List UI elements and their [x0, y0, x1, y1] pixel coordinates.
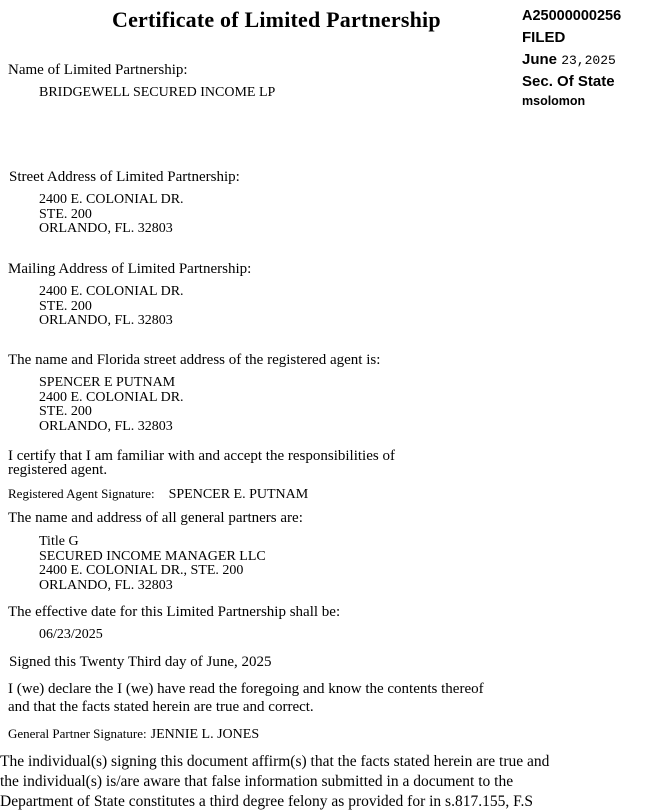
registered-agent-line: SPENCER E PUTNAM	[39, 375, 176, 390]
filing-date-month: June	[522, 51, 558, 68]
document-title: Certificate of Limited Partnership	[112, 7, 441, 32]
legal-affirmation-line: The individual(s) signing this document affirm(s) that the facts stated herein are true and	[0, 753, 550, 770]
registered-agent-signature	[8, 485, 308, 503]
general-partner-line: SECURED INCOME MANAGER LLC	[39, 548, 266, 564]
signed-line: Signed this Twenty Third day of June, 2025	[9, 654, 272, 670]
effective-date-label: The effective date for this Limited Partnership shall be:	[8, 604, 341, 620]
agent-certification	[8, 449, 395, 477]
mailing-address-line: 2400 E. COLONIAL DR.	[39, 284, 184, 299]
registered-agent-block	[39, 376, 184, 434]
street-address-line: 2400 E. COLONIAL DR.	[39, 192, 184, 207]
agent-certification-line: registered agent.	[8, 462, 108, 478]
registered-agent-line: 2400 E. COLONIAL DR.	[39, 389, 184, 405]
general-partner-signature	[8, 725, 259, 743]
filing-date-day-year: 23,2025	[561, 53, 616, 68]
registered-agent-signature-value: SPENCER E. PUTNAM	[168, 487, 309, 502]
mailing-address-label: Mailing Address of Limited Partnership:	[8, 261, 252, 277]
registered-agent-line: ORLANDO, FL. 32803	[39, 418, 173, 434]
declaration-line: and that the facts stated herein are true and correct.	[8, 699, 314, 715]
effective-date-value: 06/23/2025	[39, 627, 103, 642]
street-address-line: ORLANDO, FL. 32803	[39, 221, 173, 236]
filing-status: FILED	[522, 29, 566, 46]
general-partner-line: 2400 E. COLONIAL DR., STE. 200	[39, 563, 244, 578]
filing-date	[522, 51, 616, 68]
registered-agent-label: The name and Florida street address of the registered agent is:	[8, 352, 381, 368]
filing-document-number: A25000000256	[522, 8, 622, 24]
general-partners-label: The name and address of all general partners are:	[8, 510, 303, 526]
general-partner-line: Title G	[39, 534, 79, 549]
filing-office: Sec. Of State	[522, 73, 615, 90]
partnership-name-value: BRIDGEWELL SECURED INCOME LP	[39, 85, 276, 100]
declaration-line: I (we) declare the I (we) have read the foregoing and know the contents thereof	[8, 681, 484, 697]
street-address-label: Street Address of Limited Partnership:	[9, 169, 240, 185]
legal-affirmation-line: Department of State constitutes a third degree felony as provided for in s.817.155, F.S	[0, 793, 533, 810]
mailing-address-line: STE. 200	[39, 298, 92, 314]
mailing-address-block	[39, 285, 184, 329]
registered-agent-signature-label: Registered Agent Signature:	[8, 486, 155, 501]
mailing-address-line: ORLANDO, FL. 32803	[39, 313, 173, 328]
street-address-block	[39, 193, 184, 237]
general-partner-signature-value: JENNIE L. JONES	[150, 727, 260, 742]
legal-affirmation	[0, 752, 549, 812]
partnership-name-label: Name of Limited Partnership:	[8, 62, 188, 78]
street-address-line: STE. 200	[39, 206, 92, 222]
general-partners-block	[39, 535, 266, 593]
general-partner-line: ORLANDO, FL. 32803	[39, 577, 173, 593]
legal-affirmation-line: the individual(s) is/are aware that false information submitted in a document to the	[0, 773, 514, 790]
agent-certification-line: I certify that I am familiar with and accept the responsibilities of	[8, 448, 395, 464]
general-partner-signature-label: General Partner Signature:	[8, 726, 147, 741]
filing-user: msolomon	[522, 94, 586, 108]
declaration	[8, 680, 484, 716]
registered-agent-line: STE. 200	[39, 404, 92, 419]
